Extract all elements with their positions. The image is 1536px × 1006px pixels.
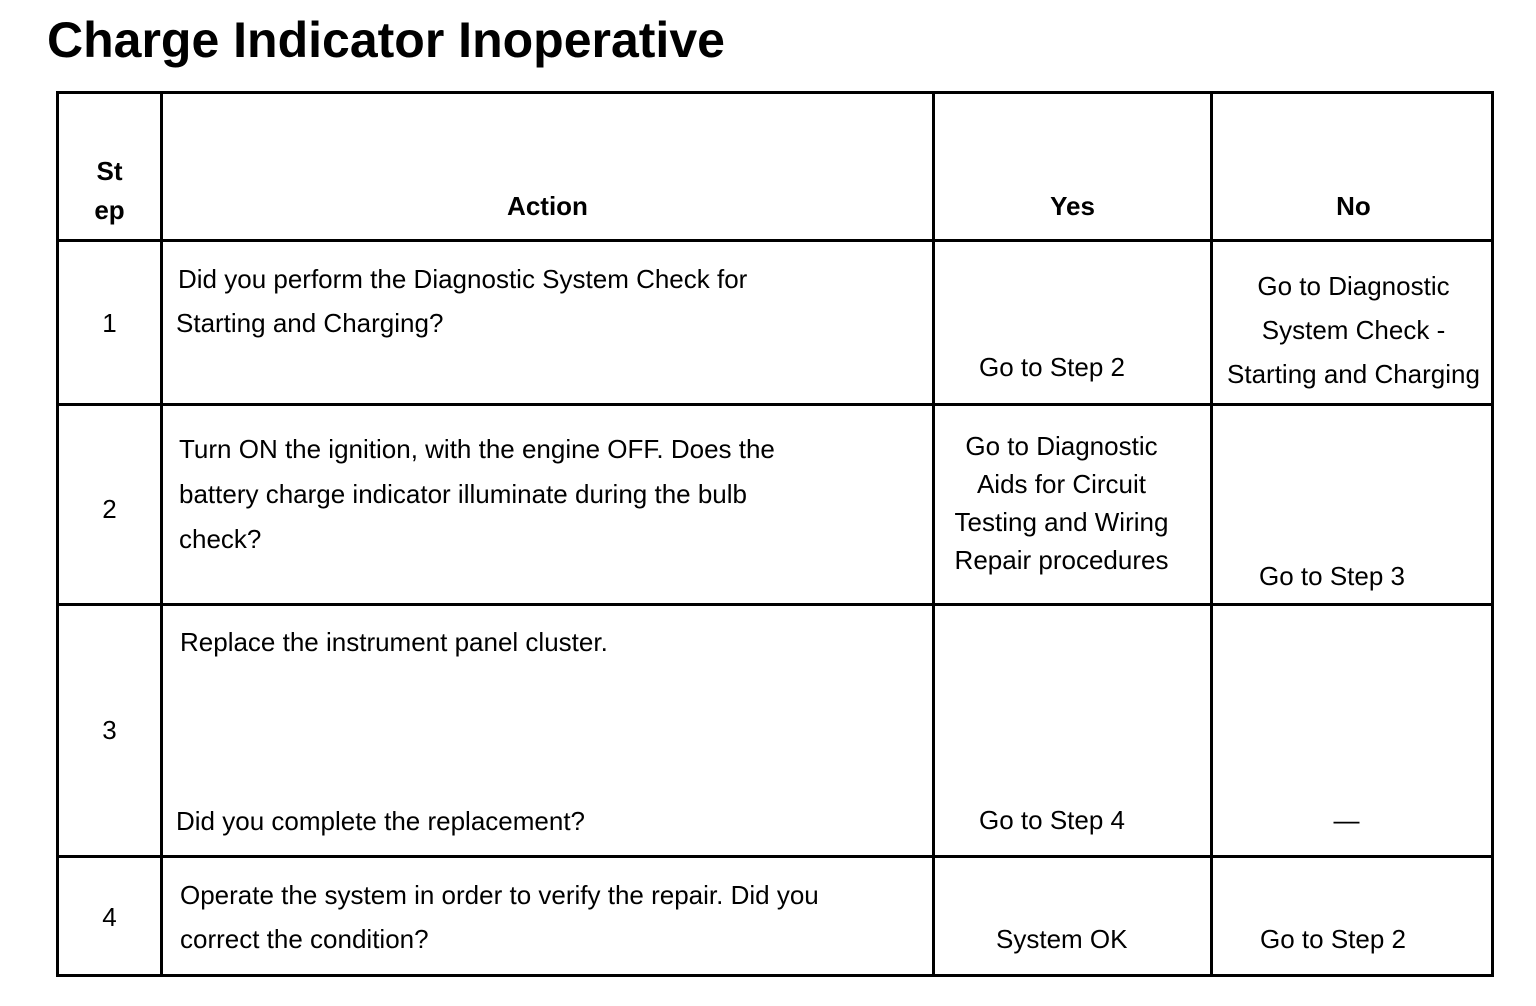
action-text: Did you perform the Diagnostic System Check for	[178, 264, 748, 294]
no-outcome-line: System Check -	[1261, 315, 1446, 345]
action-line: Turn ON the ignition, with the engine OFF. Does the	[179, 434, 775, 464]
yes-outcome-line: Repair procedures	[954, 545, 1169, 575]
yes-outcome: System OK	[996, 924, 1128, 954]
yes-outcome-line: Testing and Wiring	[954, 507, 1169, 537]
yes-outcome: Go to Step 4	[979, 805, 1125, 835]
yes-outcome-line: Aids for Circuit	[976, 469, 1147, 499]
header-step-line1: St	[96, 156, 123, 186]
no-outcome: Go to Step 3	[1259, 561, 1405, 591]
header-action: Action	[507, 191, 588, 221]
no-outcome-line: Starting and Charging	[1227, 359, 1480, 389]
column-divider	[160, 94, 163, 974]
header-step-line2: ep	[94, 195, 125, 225]
no-outcome	[1213, 264, 1494, 396]
step-number: 4	[102, 902, 117, 932]
header-step	[59, 152, 160, 230]
column-divider	[1210, 94, 1213, 974]
diagnostic-table	[56, 91, 1494, 977]
yes-outcome-line: Go to Diagnostic	[965, 431, 1158, 461]
action-line: battery charge indicator illuminate during the bulb	[179, 479, 748, 509]
row-divider	[59, 403, 1491, 406]
yes-outcome	[935, 427, 1188, 579]
action-text: Operate the system in order to verify the repair. Did you	[180, 880, 819, 910]
action-text: Starting and Charging?	[176, 308, 444, 338]
header-no: No	[1336, 191, 1371, 221]
action-line: check?	[179, 524, 262, 554]
step-number: 3	[102, 715, 117, 745]
row-divider	[59, 855, 1491, 858]
header-yes: Yes	[1050, 191, 1095, 221]
yes-outcome: Go to Step 2	[979, 352, 1125, 382]
action-text: correct the condition?	[180, 924, 429, 954]
row-divider	[59, 603, 1491, 606]
action-text: Replace the instrument panel cluster.	[180, 627, 608, 657]
page-title: Charge Indicator Inoperative	[47, 12, 725, 68]
step-number: 2	[102, 494, 117, 524]
step-number: 1	[102, 308, 117, 338]
no-outcome: —	[1333, 805, 1360, 835]
row-divider	[59, 239, 1491, 242]
action-text	[179, 427, 775, 562]
action-text: Did you complete the replacement?	[176, 806, 586, 836]
no-outcome: Go to Step 2	[1260, 924, 1406, 954]
no-outcome-line: Go to Diagnostic	[1257, 271, 1450, 301]
